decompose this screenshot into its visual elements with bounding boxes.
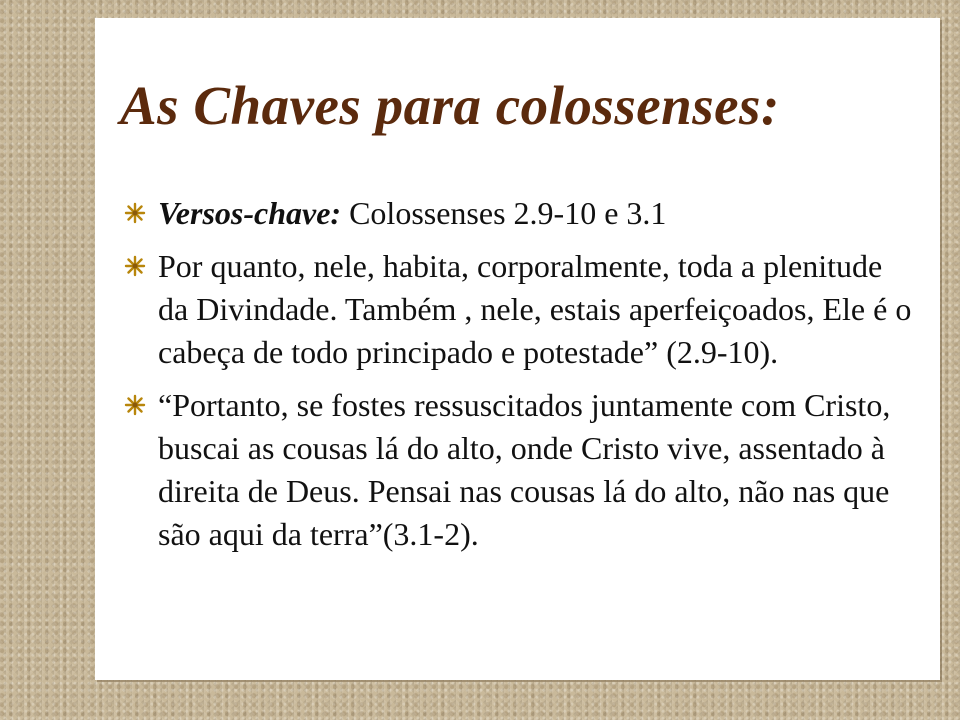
verse-3-1-2-text: “Portanto, se fostes ressuscitados juntamente com Cristo, buscai as cousas lá do alto, onde Cristo vive, assentado à direita de Deus. Pensai nas cousas lá do alto, não nas que são aqui da terra”(3.1-2).	[158, 387, 891, 552]
bullet-item-verse-3-1-2	[118, 384, 918, 556]
verse-2-9-10-text: Por quanto, nele, habita, corporalmente, toda a plenitude da Divindade. Também , nele, estais aperfeiçoados, Ele é o cabeça de todo principado e potestade” (2.9-10).	[158, 248, 912, 370]
asterisk-star-icon	[124, 202, 146, 224]
bullet-list	[118, 192, 918, 566]
bullet-item-verse-2-9-10	[118, 245, 918, 374]
asterisk-star-icon	[124, 255, 146, 277]
key-verses-text: Colossenses 2.9-10 e 3.1	[341, 195, 667, 231]
slide-title: As Chaves para colossenses:	[120, 75, 780, 136]
key-verses-label: Versos-chave:	[158, 195, 342, 231]
bullet-item-key-verses	[118, 192, 918, 235]
asterisk-star-icon	[124, 394, 146, 416]
